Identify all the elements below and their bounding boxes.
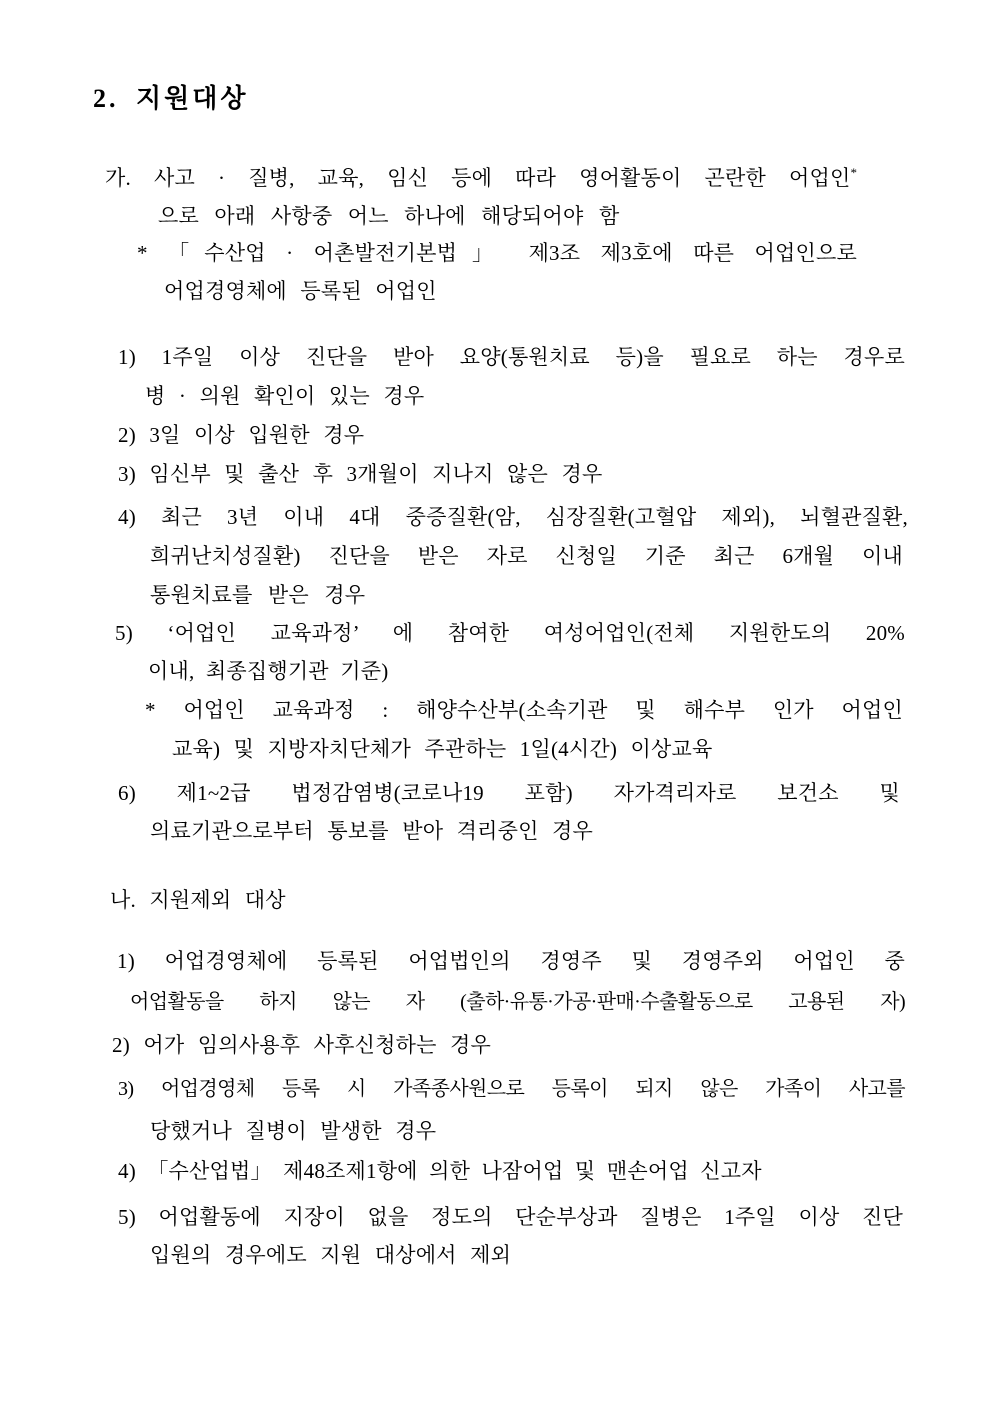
list-b-item-4-line-1: 4) 「수산업법」 제48조제1항에 의한 나잠어업 및 맨손어업 신고자 [118,1159,762,1183]
list-b-item-5-line-1: 5) 어업활동에 지장이 없을 정도의 단순부상과 질병은 1주일 이상 진단 [118,1205,903,1229]
section-ga-footnote-line2: 어업경영체에 등록된 어업인 [164,279,437,303]
list-b-item-1-line-1: 1) 어업경영체에 등록된 어업법인의 경영주 및 경영주외 어업인 중 [117,949,905,973]
section-ga-footnote-line1: * 「수산업 · 어촌발전기본법」 제3조 제3호에 따른 어업인으로 [137,241,857,265]
list-a-item-1-line-2: 병 · 의원 확인이 있는 경우 [145,384,425,408]
list-b-item-1-line-2: 어업활동을 하지 않는 자 (출하·유통·가공·판매·수출활동으로 고용된 자) [130,991,905,1013]
list-b-item-2-line-1: 2) 어가 임의사용후 사후신청하는 경우 [112,1033,491,1057]
list-a-item-2-line-1: 2) 3일 이상 입원한 경우 [118,423,365,447]
list-a-item-4-line-3: 통원치료를 받은 경우 [150,583,366,607]
list-a-item-4-line-1: 4) 최근 3년 이내 4대 중증질환(암, 심장질환(고혈압 제외), 뇌혈관질환, [118,505,908,529]
section-ga-intro-text: 사고 · 질병, 교육, 임신 등에 따라 영어활동이 곤란한 어업인 [153,166,851,190]
list-a-item-6-line-2: 의료기관으로부터 통보를 받아 격리중인 경우 [150,819,594,843]
list-a-item-5-note-line-2: 교육) 및 지방자치단체가 주관하는 1일(4시간) 이상교육 [172,737,713,761]
section-na-heading: 나. 지원제외 대상 [110,888,286,912]
section-ga-intro-line1 [105,163,857,193]
list-b-item-5-line-2: 입원의 경우에도 지원 대상에서 제외 [150,1243,512,1267]
list-a-item-5-note-line-1: * 어업인 교육과정 : 해양수산부(소속기관 및 해수부 인가 어업인 [145,698,903,722]
list-a-item-5-line-2: 이내, 최종집행기관 기준) [148,659,389,683]
list-b-item-3-line-1: 3) 어업경영체 등록 시 가족종사원으로 등록이 되지 않은 가족이 사고를 [118,1078,905,1100]
list-a-item-4-line-2: 희귀난치성질환) 진단을 받은 자로 신청일 기준 최근 6개월 이내 [150,544,903,568]
section-ga-intro-line2: 으로 아래 사항중 어느 하나에 해당되어야 함 [158,204,620,228]
list-b-item-3-line-2: 당했거나 질병이 발생한 경우 [150,1119,437,1143]
list-a-item-6-line-1: 6) 제1~2급 법정감염병(코로나19 포함) 자가격리자로 보건소 및 [118,781,900,805]
list-a-item-5-line-1: 5) ‘어업인 교육과정’ 에 참여한 여성어업인(전체 지원한도의 20% [115,621,905,645]
list-a-item-1-line-1: 1) 1주일 이상 진단을 받아 요양(통원치료 등)을 필요로 하는 경우로 [118,345,905,369]
page-title: 2. 지원대상 [93,84,249,113]
list-a-item-3-line-1: 3) 임신부 및 출산 후 3개월이 지나지 않은 경우 [118,462,603,486]
footnote-asterisk: * [850,165,857,180]
section-ga-marker: 가. [105,166,131,190]
